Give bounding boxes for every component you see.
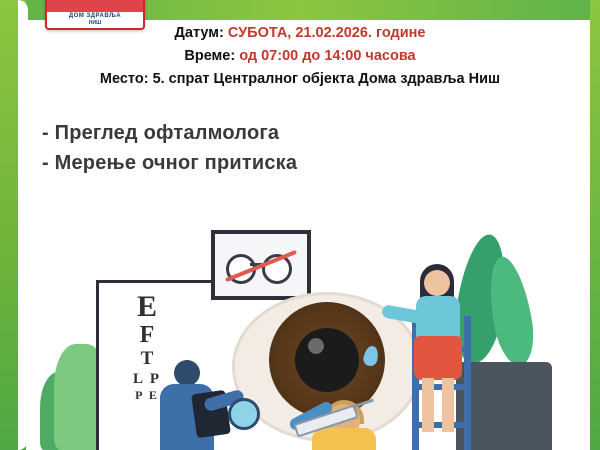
info-value-time: од 07:00 до 14:00 часова — [239, 48, 416, 64]
woman-on-ladder-head — [424, 270, 450, 296]
doctor-device-lens-icon — [228, 398, 260, 430]
services-list — [42, 118, 512, 178]
logo-subtitle: НИШ — [88, 20, 102, 26]
eye-care-illustration — [26, 196, 590, 450]
service-item-ophthalmologist: - Преглед офталмолога — [42, 122, 280, 144]
info-line-time — [40, 45, 560, 68]
woman-on-ladder-skirt — [414, 336, 462, 380]
eye-chart-line-4: L P — [132, 371, 162, 387]
info-label-time: Време: — [184, 48, 236, 64]
glasses-picture-frame — [211, 230, 311, 300]
service-item-eye-pressure: - Мерење очног притиска — [42, 152, 298, 174]
logo-title: ДОМ ЗДРАВЉА — [68, 13, 122, 19]
big-eye-highlight — [308, 338, 324, 354]
info-label-place: Место: — [99, 71, 149, 87]
info-line-place — [40, 68, 560, 91]
info-line-date — [40, 22, 560, 45]
eye-chart-line-3: T — [140, 348, 154, 369]
woman-on-ladder-top — [416, 296, 460, 340]
eye-chart-line-5: P E — [135, 388, 159, 402]
info-label-date: Датум: — [174, 25, 224, 41]
info-value-place: 5. спрат Централног објекта Дома здравља Ниш — [152, 71, 501, 87]
doctor-head — [174, 360, 200, 386]
eye-chart-line-2: F — [139, 322, 155, 348]
ladder-rail-right — [464, 316, 471, 450]
info-block — [40, 22, 560, 91]
woman-on-ladder-leg-right — [442, 378, 454, 432]
info-value-date: СУБОТА, 21.02.2026. године — [227, 25, 426, 41]
right-green-frame — [590, 0, 600, 450]
woman-on-ladder-leg-left — [422, 378, 434, 432]
eye-chart-line-1: E — [136, 290, 157, 323]
logo-mark-icon — [47, 0, 143, 12]
big-eye-pupil — [295, 328, 359, 392]
seated-person-body — [312, 428, 376, 450]
